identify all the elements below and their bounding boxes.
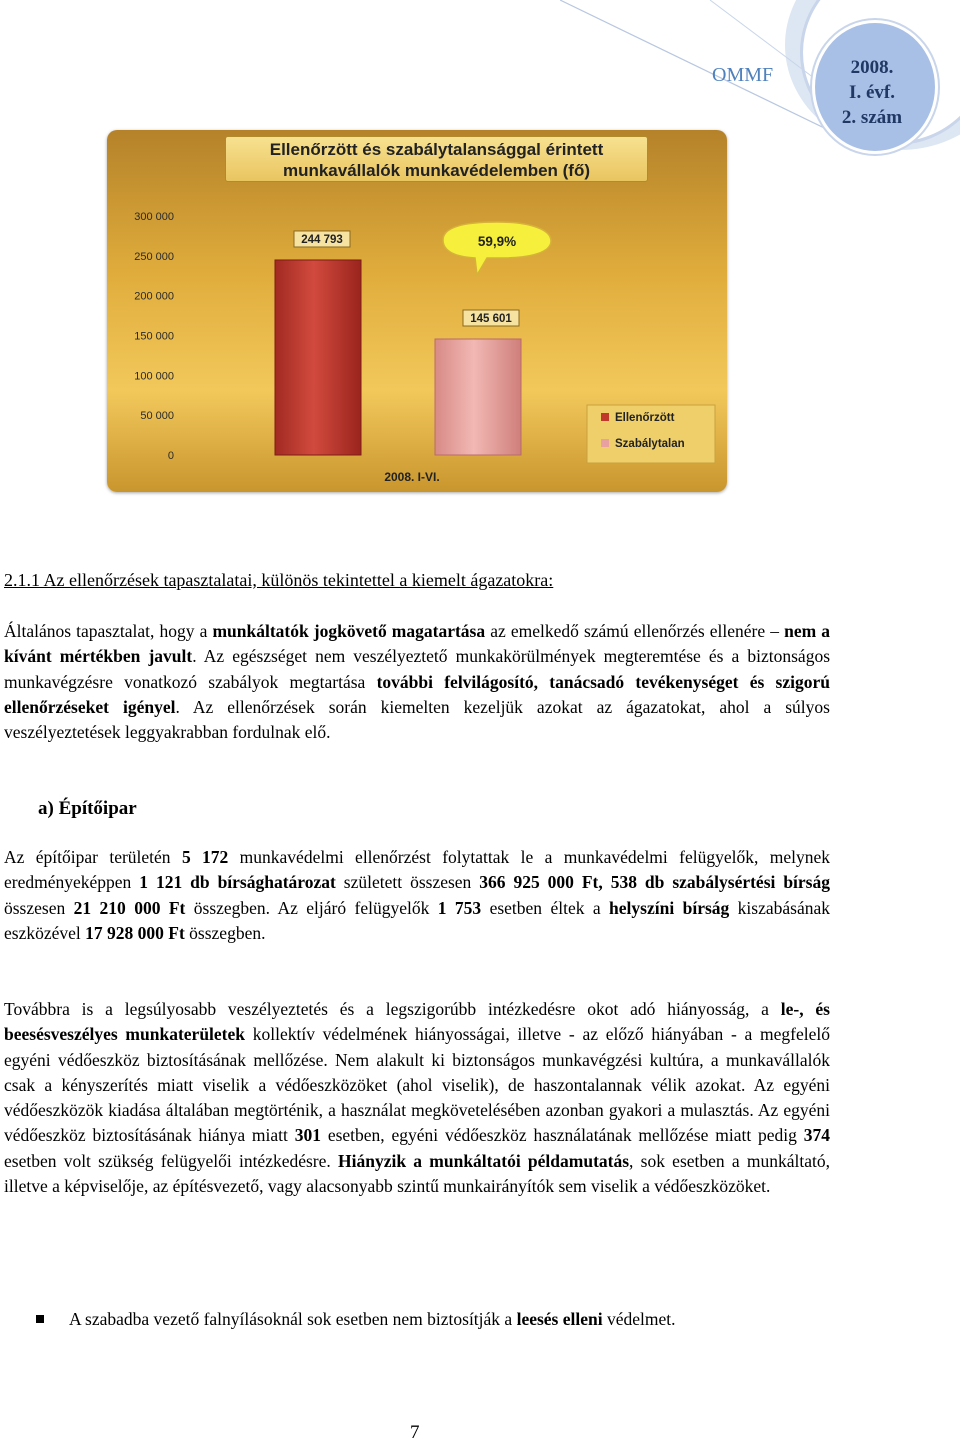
y-tick-label: 250 000 xyxy=(134,250,174,263)
data-label: 145 601 xyxy=(470,313,512,326)
y-tick-label: 300 000 xyxy=(134,211,174,223)
legend-swatch xyxy=(601,413,609,421)
y-tick-label: 50 000 xyxy=(140,410,174,423)
legend-label: Szabálytalan xyxy=(615,438,685,450)
chart-title-line2: munkavállalók munkavédelemben (fő) xyxy=(282,161,591,180)
header-issue xyxy=(812,55,932,130)
bullet-square-icon xyxy=(36,1315,44,1323)
section-heading: 2.1.1 Az ellenőrzések tapasztalatai, különös tekintettel a kiemelt ágazatokra: xyxy=(4,570,554,590)
y-tick-label: 200 000 xyxy=(134,290,174,303)
bullet-item: A szabadba vezető falnyílásoknál sok esetben nem biztosítják a leesés elleni védelmet. xyxy=(69,1309,676,1329)
header-issue-volume: I. évf. xyxy=(849,82,895,103)
y-tick-label: 150 000 xyxy=(134,330,174,343)
chart-title-line1: Ellenőrzött és szabálytalansággal érintett xyxy=(269,140,604,159)
y-tick-label: 100 000 xyxy=(134,370,174,383)
legend-swatch xyxy=(601,439,609,447)
callout-label: 59,9% xyxy=(477,234,517,249)
x-category-label: 2008. I-VI. xyxy=(384,470,440,484)
header-issue-year: 2008. xyxy=(850,57,894,78)
y-tick-label: 0 xyxy=(167,450,174,462)
subheading-construction: a) Építőipar xyxy=(38,798,137,819)
paragraph-intro: Általános tapasztalat, hogy a munkáltatók jogkövető magatartása az emelkedő számú ellenőrzés ellenére – nem a kívánt mértékben javult. Az egészséget nem veszélyeztető munkakörülmények megteremtése és a biztonságos munkavégzésre vonatkozó szabályok megtartása további felvilágosító, tanácsadó tevékenységet és szigorú ellenőrzéseket igényel. Az ellenőrzések során kiemelten kezeljük azokat az ágazatokat, ahol a súlyos veszélyeztetések leggyakrabban fordulnak elő. xyxy=(4,621,831,743)
header-issue-number: 2. szám xyxy=(841,107,903,128)
paragraph-construction-stats: Az építőipar területén 5 172 munkavédelmi ellenőrzést folytattak le a munkavédelmi felügyelők, melynek eredményeképpen 1 121 db bírsághatározat született összesen 366 925 000 Ft, 538 db szabálysértési bírság összesen 21 210 000 Ft összegben. Az eljáró felügyelők 1 753 esetben éltek a helyszíni bírság kiszabásának eszközével 17 928 000 Ft összegben. xyxy=(4,847,830,943)
data-label: 244 793 xyxy=(301,233,343,246)
header-org: OMMF xyxy=(712,64,774,86)
paragraph-hazards: Továbbra is a legsúlyosabb veszélyeztetés és a legszigorúbb intézkedésre okot adó hiányosság, a le-, és beesésveszélyes munkaterületek kollektív védelmének hiányosságai, illetve - az előző hiányában - a megfelelő egyéni védőeszköz biztosításának mellőzése. Nem alakult ki biztonságos munkavégzési kultúra, a munkavállalók csak a kényszerítés miatt viselik a védőeszközöket (ahol viselik), de haszontalannak vélik azokat. Az egyéni védőeszközök kiadása általában megtörténik, a használat megkövetelésében azonban gyakori a mulasztás. Az egyéni védőeszköz biztosításának hiánya miatt 301 esetben, egyéni védőeszköz használatának mellőzése miatt pedig 374 esetben volt szükség felügyelői intézkedésre. Hiányzik a munkáltatói példamutatás, sok esetben a munkáltató, illetve a képviselője, az építésvezető, vagy alacsonyabb szintű munkairányítók sem viselik a védőeszközöket. xyxy=(4,999,830,1197)
legend-label: Ellenőrzött xyxy=(615,412,675,424)
bar-chart xyxy=(107,130,727,492)
bar-ellenorzott xyxy=(275,260,361,455)
page-number: 7 xyxy=(410,1422,420,1443)
bar-szabalytalan xyxy=(435,339,521,455)
